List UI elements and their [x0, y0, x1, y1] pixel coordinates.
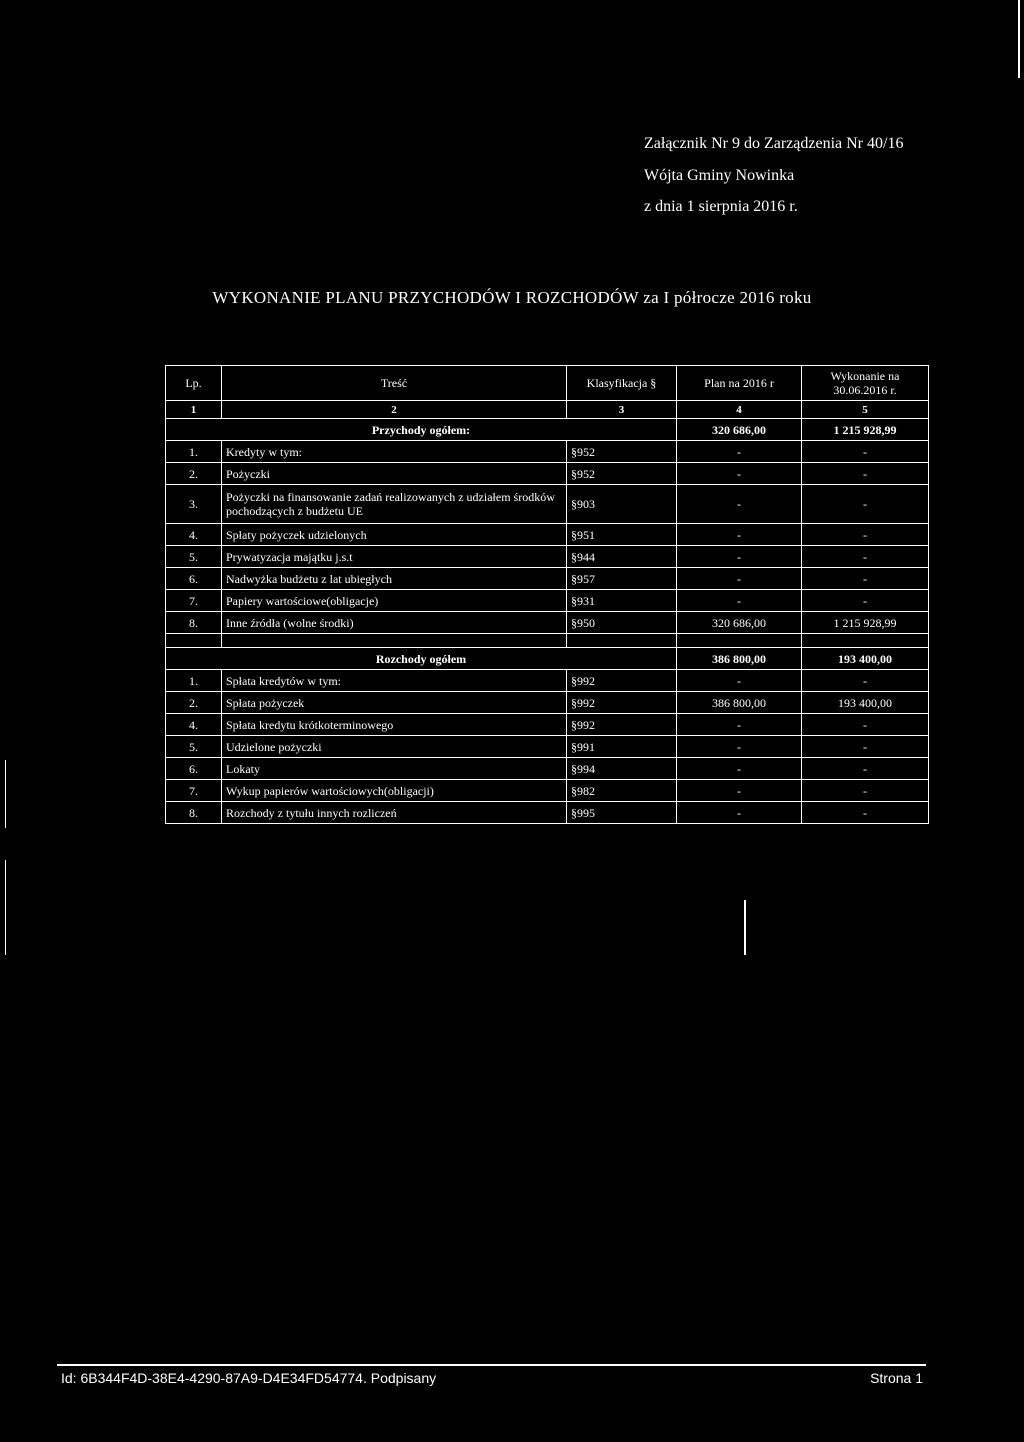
- row-desc: Lokaty: [222, 758, 567, 780]
- col-number: 1: [166, 401, 222, 419]
- row-desc: Spłata kredytu krótkoterminowego: [222, 714, 567, 736]
- table-row: [166, 590, 929, 612]
- col-number: 3: [567, 401, 677, 419]
- row-exec: -: [802, 568, 929, 590]
- row-plan: -: [677, 714, 802, 736]
- row-exec: -: [802, 714, 929, 736]
- table-row: [166, 485, 929, 524]
- table-row: [166, 546, 929, 568]
- row-exec: -: [802, 485, 929, 524]
- income-total-label: Przychody ogółem:: [166, 419, 677, 441]
- row-lp: 5.: [166, 546, 222, 568]
- expense-total-plan: 386 800,00: [677, 648, 802, 670]
- header-plan: Plan na 2016 r: [677, 366, 802, 401]
- document-title: WYKONANIE PLANU PRZYCHODÓW I ROZCHODÓW za I półrocze 2016 roku: [212, 288, 812, 307]
- table-row: [166, 802, 929, 824]
- row-exec: -: [802, 524, 929, 546]
- row-plan: -: [677, 590, 802, 612]
- row-cls: §931: [567, 590, 677, 612]
- row-exec: -: [802, 802, 929, 824]
- row-desc: Kredyty w tym:: [222, 441, 567, 463]
- col-number: 5: [802, 401, 929, 419]
- table-row: [166, 714, 929, 736]
- row-plan: 386 800,00: [677, 692, 802, 714]
- row-plan: -: [677, 758, 802, 780]
- row-cls: §992: [567, 714, 677, 736]
- row-cls: §957: [567, 568, 677, 590]
- row-exec: -: [802, 590, 929, 612]
- row-cls: §950: [567, 612, 677, 634]
- row-desc: Inne źródła (wolne środki): [222, 612, 567, 634]
- row-desc: Pożyczki: [222, 463, 567, 485]
- row-desc: Spłaty pożyczek udzielonych: [222, 524, 567, 546]
- row-plan: -: [677, 736, 802, 758]
- document-id: Id: 6B344F4D-38E4-4290-87A9-D4E34FD54774. Podpisany: [61, 1370, 437, 1386]
- row-lp: 4.: [166, 524, 222, 546]
- row-exec: -: [802, 736, 929, 758]
- row-desc: Rozchody z tytułu innych rozliczeń: [222, 802, 567, 824]
- row-lp: 8.: [166, 612, 222, 634]
- row-plan: -: [677, 463, 802, 485]
- table-header-row: [166, 366, 929, 401]
- row-exec: -: [802, 780, 929, 802]
- row-plan: -: [677, 780, 802, 802]
- row-cls: §952: [567, 463, 677, 485]
- row-exec: 193 400,00: [802, 692, 929, 714]
- row-desc: Spłata kredytów w tym:: [222, 670, 567, 692]
- attachment-line: Załącznik Nr 9 do Zarządzenia Nr 40/16: [644, 135, 904, 152]
- row-exec: 1 215 928,99: [802, 612, 929, 634]
- row-exec: -: [802, 441, 929, 463]
- table-row: [166, 692, 929, 714]
- row-lp: 7.: [166, 780, 222, 802]
- table-row: [166, 441, 929, 463]
- row-lp: 1.: [166, 670, 222, 692]
- row-desc: Prywatyzacja majątku j.s.t: [222, 546, 567, 568]
- income-total-row: [166, 419, 929, 441]
- scan-artifact-mark: [744, 900, 746, 955]
- row-cls: §982: [567, 780, 677, 802]
- row-exec: -: [802, 463, 929, 485]
- row-exec: -: [802, 546, 929, 568]
- row-desc: Wykup papierów wartościowych(obligacji): [222, 780, 567, 802]
- scan-edge-mark-left-2: [5, 860, 6, 955]
- header-exec: Wykonanie na 30.06.2016 r.: [802, 366, 929, 401]
- row-lp: 3.: [166, 485, 222, 524]
- row-lp: 7.: [166, 590, 222, 612]
- column-number-row: [166, 401, 929, 419]
- row-desc: Papiery wartościowe(obligacje): [222, 590, 567, 612]
- page-number: Strona 1: [870, 1370, 923, 1386]
- row-cls: §952: [567, 441, 677, 463]
- row-cls: §995: [567, 802, 677, 824]
- row-plan: -: [677, 485, 802, 524]
- row-lp: 5.: [166, 736, 222, 758]
- expense-total-exec: 193 400,00: [802, 648, 929, 670]
- table-row: [166, 463, 929, 485]
- scan-edge-mark-left: [5, 760, 6, 828]
- table-row: [166, 780, 929, 802]
- row-lp: 8.: [166, 802, 222, 824]
- row-lp: 4.: [166, 714, 222, 736]
- row-cls: §944: [567, 546, 677, 568]
- header-lp: Lp.: [166, 366, 222, 401]
- row-cls: §994: [567, 758, 677, 780]
- table-row: [166, 524, 929, 546]
- budget-table: [165, 365, 929, 824]
- income-total-plan: 320 686,00: [677, 419, 802, 441]
- table-row: [166, 670, 929, 692]
- row-lp: 2.: [166, 463, 222, 485]
- col-number: 2: [222, 401, 567, 419]
- row-desc: Pożyczki na finansowanie zadań realizowanych z udziałem środków pochodzących z budżetu UE: [222, 485, 567, 524]
- row-plan: -: [677, 670, 802, 692]
- row-lp: 1.: [166, 441, 222, 463]
- row-cls: §992: [567, 670, 677, 692]
- expense-total-row: [166, 648, 929, 670]
- row-plan: 320 686,00: [677, 612, 802, 634]
- row-exec: -: [802, 670, 929, 692]
- table-row: [166, 568, 929, 590]
- table-row: [166, 758, 929, 780]
- row-cls: §903: [567, 485, 677, 524]
- row-lp: 6.: [166, 758, 222, 780]
- row-cls: §951: [567, 524, 677, 546]
- expense-rows: [166, 670, 929, 824]
- row-plan: -: [677, 546, 802, 568]
- row-lp: 2.: [166, 692, 222, 714]
- footer-rule: [57, 1364, 926, 1366]
- row-plan: -: [677, 441, 802, 463]
- row-plan: -: [677, 802, 802, 824]
- table-row: [166, 736, 929, 758]
- col-number: 4: [677, 401, 802, 419]
- scan-edge-mark: [1018, 0, 1020, 78]
- income-total-exec: 1 215 928,99: [802, 419, 929, 441]
- spacer-row: [166, 634, 929, 648]
- row-lp: 6.: [166, 568, 222, 590]
- row-cls: §991: [567, 736, 677, 758]
- issuer-line: Wójta Gminy Nowinka: [644, 167, 795, 184]
- row-desc: Udzielone pożyczki: [222, 736, 567, 758]
- row-plan: -: [677, 524, 802, 546]
- expense-total-label: Rozchody ogółem: [166, 648, 677, 670]
- header-desc: Treść: [222, 366, 567, 401]
- row-desc: Spłata pożyczek: [222, 692, 567, 714]
- date-line: z dnia 1 sierpnia 2016 r.: [644, 198, 798, 215]
- row-cls: §992: [567, 692, 677, 714]
- row-desc: Nadwyżka budżetu z lat ubiegłych: [222, 568, 567, 590]
- header-cls: Klasyfikacja §: [567, 366, 677, 401]
- income-rows: [166, 441, 929, 634]
- row-plan: -: [677, 568, 802, 590]
- row-exec: -: [802, 758, 929, 780]
- table-row: [166, 612, 929, 634]
